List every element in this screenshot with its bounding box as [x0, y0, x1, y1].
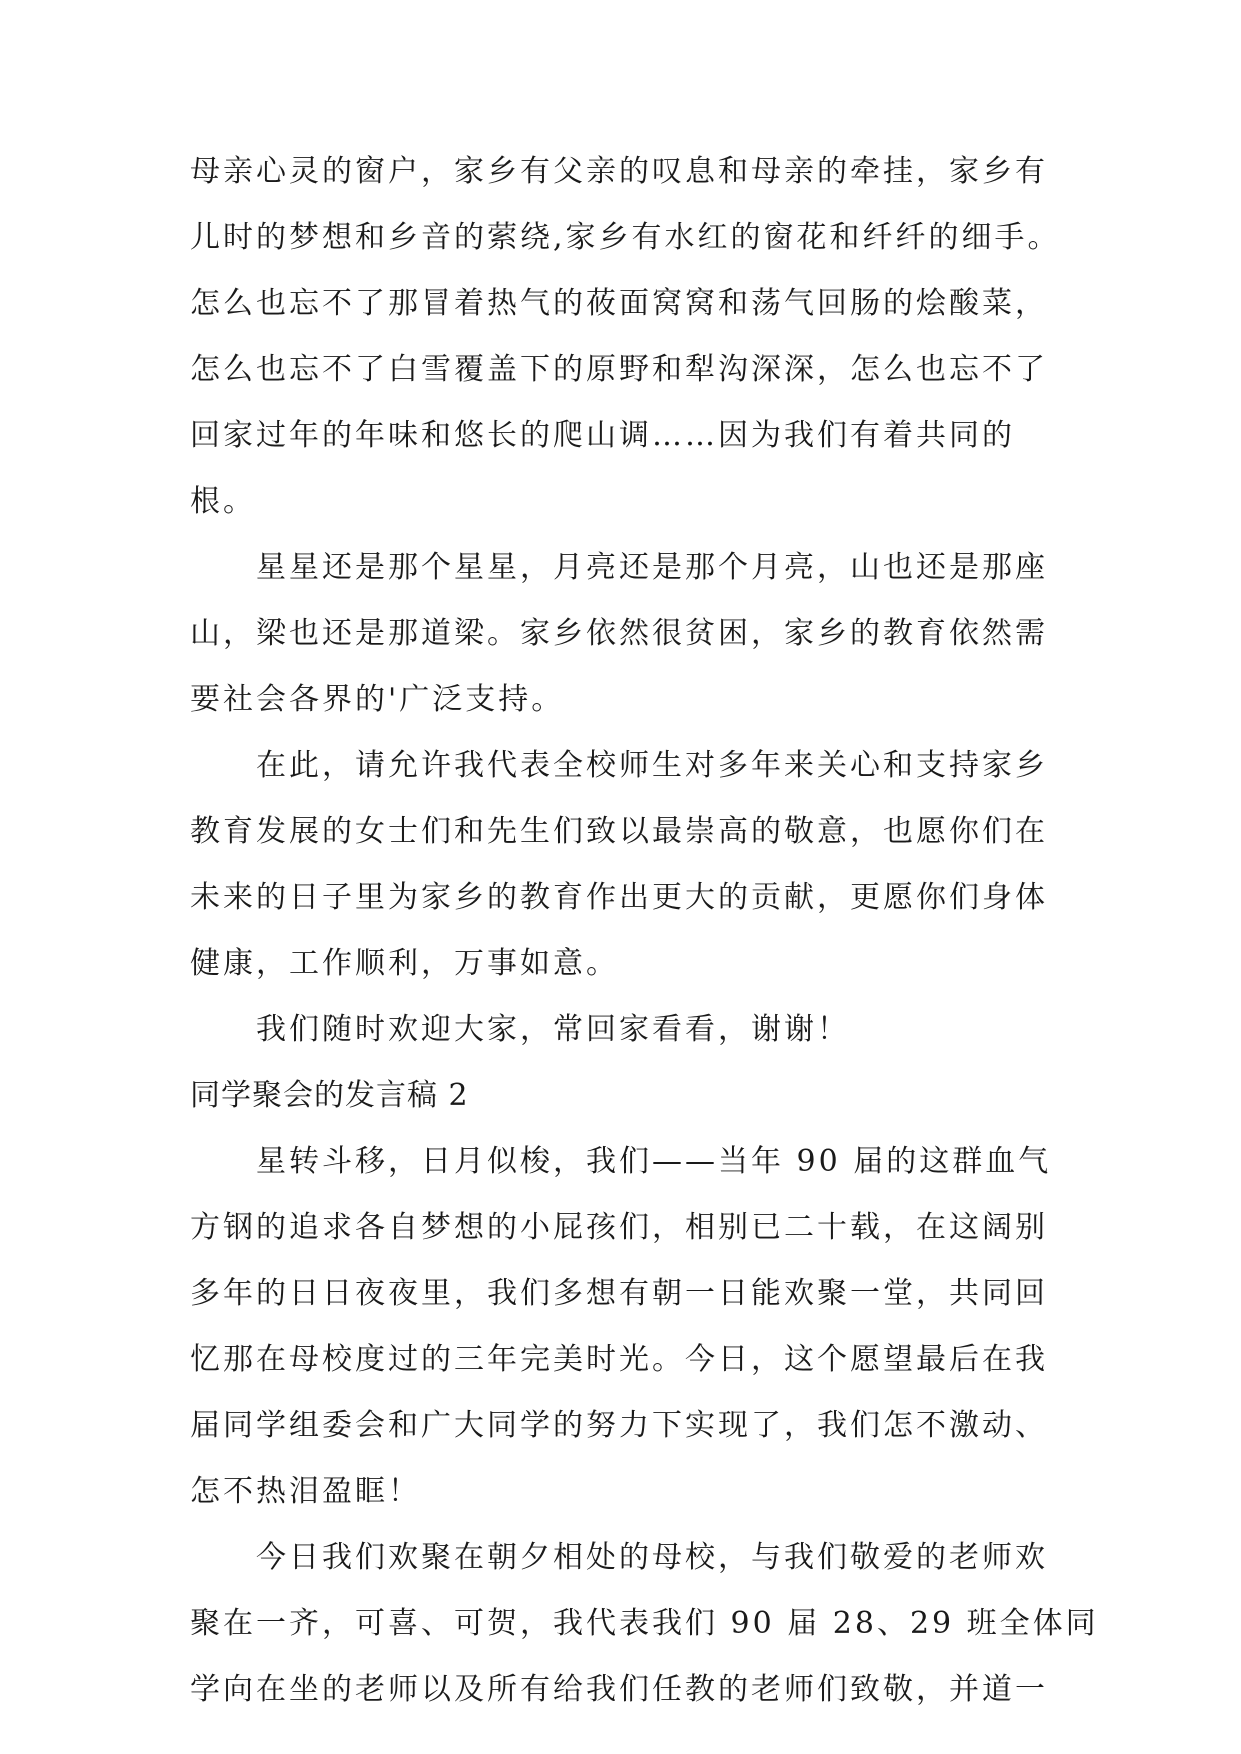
text-line: 学向在坐的老师以及所有给我们任教的老师们致敬，并道一 — [190, 1672, 1048, 1707]
text-line: 儿时的梦想和乡音的萦绕,家乡有水红的窗花和纤纤的细手。 — [190, 220, 1061, 255]
paragraph-first-line: 星转斗移，日月似梭，我们——当年 90 届的这群血气 — [256, 1144, 1052, 1179]
text-line: 忆那在母校度过的三年完美时光。今日，这个愿望最后在我 — [190, 1342, 1048, 1377]
text-line: 聚在一齐，可喜、可贺，我代表我们 90 届 28、29 班全体同 — [190, 1606, 1099, 1641]
text-line: 届同学组委会和广大同学的努力下实现了，我们怎不激动、 — [190, 1408, 1048, 1443]
text-line: 母亲心灵的窗户，家乡有父亲的叹息和母亲的牵挂，家乡有 — [190, 154, 1048, 189]
paragraph-first-line: 在此，请允许我代表全校师生对多年来关心和支持家乡 — [256, 748, 1048, 783]
text-line: 未来的日子里为家乡的教育作出更大的贡献，更愿你们身体 — [190, 880, 1048, 915]
text-line: 根。 — [190, 484, 256, 519]
text-line: 多年的日日夜夜里，我们多想有朝一日能欢聚一堂，共同回 — [190, 1276, 1048, 1311]
text-line: 山，梁也还是那道梁。家乡依然很贫困，家乡的教育依然需 — [190, 616, 1048, 651]
text-line: 怎么也忘不了白雪覆盖下的原野和犁沟深深，怎么也忘不了 — [190, 352, 1048, 387]
text-line: 教育发展的女士们和先生们致以最崇高的敬意，也愿你们在 — [190, 814, 1048, 849]
text-line: 方钢的追求各自梦想的小屁孩们，相别已二十载，在这阔别 — [190, 1210, 1048, 1245]
paragraph-first-line: 星星还是那个星星，月亮还是那个月亮，山也还是那座 — [256, 550, 1048, 585]
paragraph-first-line: 今日我们欢聚在朝夕相处的母校，与我们敬爱的老师欢 — [256, 1540, 1048, 1575]
text-line: 要社会各界的'广泛支持。 — [190, 682, 565, 717]
paragraph-first-line: 我们随时欢迎大家，常回家看看，谢谢！ — [256, 1012, 850, 1047]
text-line: 回家过年的年味和悠长的爬山调……因为我们有着共同的 — [190, 418, 1015, 453]
text-line: 健康，工作顺利，万事如意。 — [190, 946, 619, 981]
text-line: 怎么也忘不了那冒着热气的莜面窝窝和荡气回肠的烩酸菜， — [190, 286, 1048, 321]
text-line: 怎不热泪盈眶！ — [190, 1474, 421, 1509]
section-heading: 同学聚会的发言稿 2 — [190, 1078, 469, 1113]
